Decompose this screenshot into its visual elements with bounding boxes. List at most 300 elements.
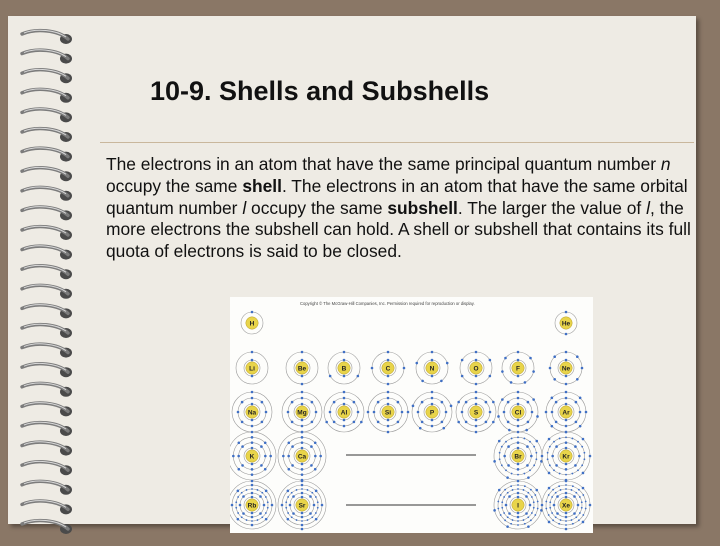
electron xyxy=(574,445,577,448)
electron xyxy=(526,464,529,467)
electron xyxy=(565,436,567,438)
electron xyxy=(492,401,495,404)
electron xyxy=(343,351,346,354)
electron xyxy=(357,411,360,414)
paragraph-run: . The larger the value of xyxy=(457,197,647,218)
binding-ring xyxy=(22,207,72,221)
electron xyxy=(373,411,376,414)
electron xyxy=(317,507,319,509)
electron xyxy=(530,519,532,521)
electron xyxy=(537,501,539,503)
electron xyxy=(556,495,559,498)
element-symbol: Al xyxy=(340,409,348,417)
atom-b xyxy=(328,351,360,384)
electron xyxy=(531,496,533,498)
electron xyxy=(251,480,254,483)
electron xyxy=(251,441,254,444)
electron xyxy=(524,523,526,525)
element-symbol: Ne xyxy=(561,365,571,373)
electron xyxy=(581,367,584,370)
electron xyxy=(450,405,453,408)
electron xyxy=(500,514,502,516)
electron xyxy=(565,397,568,400)
electron xyxy=(251,425,254,428)
electron xyxy=(510,523,512,525)
electron xyxy=(314,442,317,445)
element-symbol: Ca xyxy=(297,453,307,461)
electron xyxy=(301,351,304,354)
electron xyxy=(313,504,316,507)
atom-o xyxy=(460,351,492,386)
electron xyxy=(269,455,272,458)
binding-ring xyxy=(22,344,72,358)
element-symbol: Xe xyxy=(562,502,570,510)
element-symbol: Be xyxy=(297,365,307,373)
electron xyxy=(565,351,568,354)
electron xyxy=(511,473,513,475)
electron xyxy=(287,496,289,498)
atom-si xyxy=(367,391,410,434)
electron xyxy=(289,504,292,507)
electron xyxy=(353,421,356,424)
electron xyxy=(579,425,582,428)
electron xyxy=(565,441,568,444)
electron xyxy=(301,520,303,522)
electron xyxy=(548,521,551,524)
electron xyxy=(572,523,574,525)
electron xyxy=(261,421,264,424)
electron xyxy=(517,496,520,499)
electron xyxy=(517,441,520,444)
electron xyxy=(565,403,568,406)
electron xyxy=(551,455,554,458)
electron xyxy=(343,419,346,422)
electron xyxy=(517,431,520,434)
electron xyxy=(551,397,554,400)
electron xyxy=(251,359,254,362)
electron xyxy=(549,501,551,503)
electron xyxy=(231,504,234,507)
electron xyxy=(257,519,259,521)
electron xyxy=(531,411,534,414)
element-symbol: P xyxy=(429,409,435,417)
electron xyxy=(531,512,533,514)
electron xyxy=(508,495,511,498)
electron xyxy=(549,507,551,509)
electron xyxy=(489,411,492,414)
electron xyxy=(565,425,568,428)
electron xyxy=(311,421,314,424)
electron xyxy=(523,438,525,440)
electron xyxy=(507,421,510,424)
electron xyxy=(311,516,313,518)
electron xyxy=(301,496,304,499)
binding-ring xyxy=(22,461,72,475)
binding-ring xyxy=(22,109,72,123)
electron xyxy=(251,516,254,519)
electron xyxy=(333,401,336,404)
electron xyxy=(310,445,313,448)
electron xyxy=(523,519,525,521)
electron xyxy=(251,419,254,422)
electron xyxy=(291,401,294,404)
atom-s xyxy=(456,391,496,434)
electron xyxy=(311,401,314,404)
electron xyxy=(440,380,443,383)
electron xyxy=(387,383,390,386)
electron xyxy=(251,468,254,471)
binding-ring xyxy=(22,324,72,338)
electron xyxy=(504,357,507,360)
electron xyxy=(319,455,322,458)
electron xyxy=(343,403,346,406)
electron xyxy=(457,401,460,404)
electron xyxy=(582,438,585,441)
electron xyxy=(503,455,506,458)
electron xyxy=(285,507,287,509)
electron xyxy=(577,441,579,443)
electron xyxy=(264,468,267,471)
electron xyxy=(581,446,583,448)
electron xyxy=(517,492,520,495)
electron xyxy=(534,514,536,516)
paragraph-run: occupy the same xyxy=(106,175,243,196)
electron xyxy=(235,501,237,503)
electron xyxy=(505,504,508,507)
binding-ring xyxy=(22,226,72,240)
electron xyxy=(241,421,244,424)
element-symbol: Cl xyxy=(514,409,522,417)
atom-xe xyxy=(541,480,592,531)
electron xyxy=(301,431,304,434)
electron xyxy=(582,487,585,490)
electron xyxy=(446,362,449,365)
electron xyxy=(511,438,513,440)
electron xyxy=(251,447,254,450)
atom-sr xyxy=(278,480,326,531)
electron xyxy=(307,489,309,491)
electron xyxy=(291,421,294,424)
electron xyxy=(510,381,513,384)
binding-ring xyxy=(22,30,72,44)
electron xyxy=(267,501,269,503)
electron xyxy=(549,464,551,466)
electron xyxy=(533,507,535,509)
electron xyxy=(317,501,319,503)
electron xyxy=(532,398,535,401)
electron xyxy=(403,367,406,370)
paragraph-run: l xyxy=(646,197,650,218)
electron xyxy=(296,519,298,521)
electron xyxy=(571,438,573,440)
binding-ring xyxy=(22,89,72,103)
electron xyxy=(377,421,380,424)
electron xyxy=(517,403,520,406)
electron xyxy=(431,391,434,394)
electron xyxy=(565,528,568,531)
electron xyxy=(417,411,420,414)
electron xyxy=(371,367,374,370)
electron xyxy=(235,507,237,509)
electron xyxy=(497,501,499,503)
electron xyxy=(309,495,312,498)
electron xyxy=(461,411,464,414)
electron xyxy=(551,496,553,498)
binding-ring xyxy=(22,246,72,260)
electron xyxy=(271,504,274,507)
electron xyxy=(527,516,529,518)
electron xyxy=(301,484,304,487)
binding-ring xyxy=(22,481,72,495)
electron xyxy=(415,362,418,365)
electron xyxy=(441,401,444,404)
electron xyxy=(251,391,254,394)
electron xyxy=(292,512,295,515)
electron xyxy=(291,492,293,494)
electron xyxy=(264,442,267,445)
electron xyxy=(301,524,304,527)
electron xyxy=(251,463,254,466)
electron xyxy=(565,359,568,362)
electron xyxy=(565,468,568,471)
element-symbol: F xyxy=(516,365,520,373)
binding-ring xyxy=(22,285,72,299)
electron xyxy=(475,431,478,434)
electron xyxy=(237,512,239,514)
electron xyxy=(353,401,356,404)
electron xyxy=(560,489,562,491)
electron xyxy=(535,440,538,443)
electron xyxy=(579,411,582,414)
electron xyxy=(565,516,568,519)
electron xyxy=(343,425,346,428)
electron xyxy=(360,421,363,424)
element-symbol: N xyxy=(429,365,435,373)
electron xyxy=(583,458,585,460)
electron xyxy=(465,421,468,424)
electron xyxy=(585,508,587,510)
electron xyxy=(475,397,478,400)
electron xyxy=(517,425,520,428)
electron xyxy=(251,397,254,400)
electron xyxy=(291,464,294,467)
paragraph-run: shell xyxy=(242,175,282,196)
electron xyxy=(532,370,535,373)
electron xyxy=(517,375,520,378)
electron xyxy=(575,516,577,518)
atom-li xyxy=(236,351,268,384)
electron xyxy=(559,438,561,440)
electron xyxy=(301,488,303,490)
electron xyxy=(475,359,478,362)
electron xyxy=(291,445,294,448)
electron xyxy=(301,528,304,531)
electron xyxy=(525,495,528,498)
electron xyxy=(565,492,568,495)
electron xyxy=(343,397,346,400)
electron xyxy=(461,359,464,362)
electron xyxy=(558,485,560,487)
electron xyxy=(555,492,557,494)
electron xyxy=(237,518,240,521)
binding-ring xyxy=(22,148,72,162)
electron xyxy=(551,411,554,414)
electron xyxy=(548,514,550,516)
electron xyxy=(501,398,504,401)
electron xyxy=(301,383,304,386)
element-symbol: Li xyxy=(249,365,255,373)
element-symbol: Na xyxy=(247,409,257,417)
electron xyxy=(251,351,254,354)
electron xyxy=(475,383,478,386)
body-paragraph xyxy=(106,154,706,263)
electron xyxy=(583,452,585,454)
electron xyxy=(517,419,520,422)
electron xyxy=(315,512,317,514)
electron xyxy=(265,411,268,414)
electron xyxy=(565,463,568,466)
electron xyxy=(485,421,488,424)
paragraph-run: . The electrons in an atom that have the same orbital quantum number xyxy=(106,175,688,218)
electron xyxy=(578,489,580,491)
electron xyxy=(565,480,568,483)
binding-ring xyxy=(22,265,72,279)
electron xyxy=(553,355,556,358)
electron xyxy=(251,520,253,522)
electron xyxy=(517,468,520,471)
element-symbol: H xyxy=(249,320,255,328)
electron xyxy=(387,375,390,378)
paragraph-run: l xyxy=(242,197,247,218)
electron xyxy=(475,403,478,406)
electron xyxy=(527,525,530,528)
electron xyxy=(242,512,245,515)
electron xyxy=(475,351,478,354)
element-symbol: K xyxy=(249,453,255,461)
electron xyxy=(343,391,346,394)
electron xyxy=(556,512,559,515)
electron xyxy=(579,496,581,498)
electron xyxy=(251,375,254,378)
electron xyxy=(517,351,520,354)
electron xyxy=(565,333,568,336)
electron xyxy=(251,403,254,406)
electron xyxy=(241,464,244,467)
electron xyxy=(264,455,267,458)
electron xyxy=(315,490,318,493)
electron xyxy=(508,429,511,432)
electron xyxy=(387,425,390,428)
electron xyxy=(582,514,584,516)
electron xyxy=(419,427,422,430)
electron xyxy=(552,489,554,491)
electron xyxy=(288,468,291,471)
electron xyxy=(549,367,552,370)
electron xyxy=(301,441,304,444)
electron xyxy=(529,441,531,443)
electron xyxy=(582,494,584,496)
electron xyxy=(527,476,530,479)
electron xyxy=(589,455,592,458)
electron xyxy=(282,455,285,458)
electron xyxy=(565,391,568,394)
electron xyxy=(547,452,549,454)
electron xyxy=(575,492,577,494)
electron xyxy=(523,473,525,475)
element-symbol: He xyxy=(561,320,571,328)
electron xyxy=(548,438,551,441)
electron xyxy=(475,375,478,378)
electron xyxy=(237,496,239,498)
electron xyxy=(387,419,390,422)
electron xyxy=(421,401,424,404)
electron xyxy=(503,496,505,498)
binding-ring xyxy=(22,442,72,456)
electron xyxy=(314,468,317,471)
electron xyxy=(301,391,304,394)
electron xyxy=(237,490,240,493)
electron xyxy=(387,351,390,354)
electron xyxy=(565,524,567,526)
electron xyxy=(431,403,434,406)
electron xyxy=(445,411,448,414)
electron xyxy=(545,501,547,503)
electron xyxy=(581,507,583,509)
electron xyxy=(315,496,317,498)
electron xyxy=(548,487,551,490)
binding-ring xyxy=(22,50,72,64)
electron xyxy=(504,519,506,521)
binding-ring xyxy=(22,128,72,142)
electron xyxy=(581,464,583,466)
electron xyxy=(577,504,580,507)
electron xyxy=(442,427,445,430)
binding-ring xyxy=(22,383,72,397)
atom-cl xyxy=(497,391,539,432)
electron xyxy=(526,445,529,448)
electron xyxy=(529,469,531,471)
electron xyxy=(421,380,424,383)
electron xyxy=(259,495,262,498)
element-symbol: Sr xyxy=(298,502,306,510)
electron xyxy=(508,512,511,515)
electron xyxy=(246,489,248,491)
electron xyxy=(498,489,501,492)
electron xyxy=(525,429,528,432)
electron xyxy=(251,311,254,314)
electron xyxy=(505,469,507,471)
electron xyxy=(241,445,244,448)
electron xyxy=(412,405,415,408)
electron xyxy=(517,359,520,362)
electron xyxy=(301,425,304,428)
electron xyxy=(457,421,460,424)
electron xyxy=(377,401,380,404)
electron xyxy=(517,516,520,519)
electron xyxy=(431,419,434,422)
electron xyxy=(571,473,573,475)
electron xyxy=(565,447,568,450)
electron xyxy=(577,469,579,471)
atom-kr xyxy=(541,431,592,482)
electron xyxy=(548,472,551,475)
electron xyxy=(576,355,579,358)
atom-mg xyxy=(282,391,322,434)
electron xyxy=(548,494,550,496)
atom-he xyxy=(555,311,577,336)
electron xyxy=(343,359,346,362)
electron xyxy=(259,512,262,515)
